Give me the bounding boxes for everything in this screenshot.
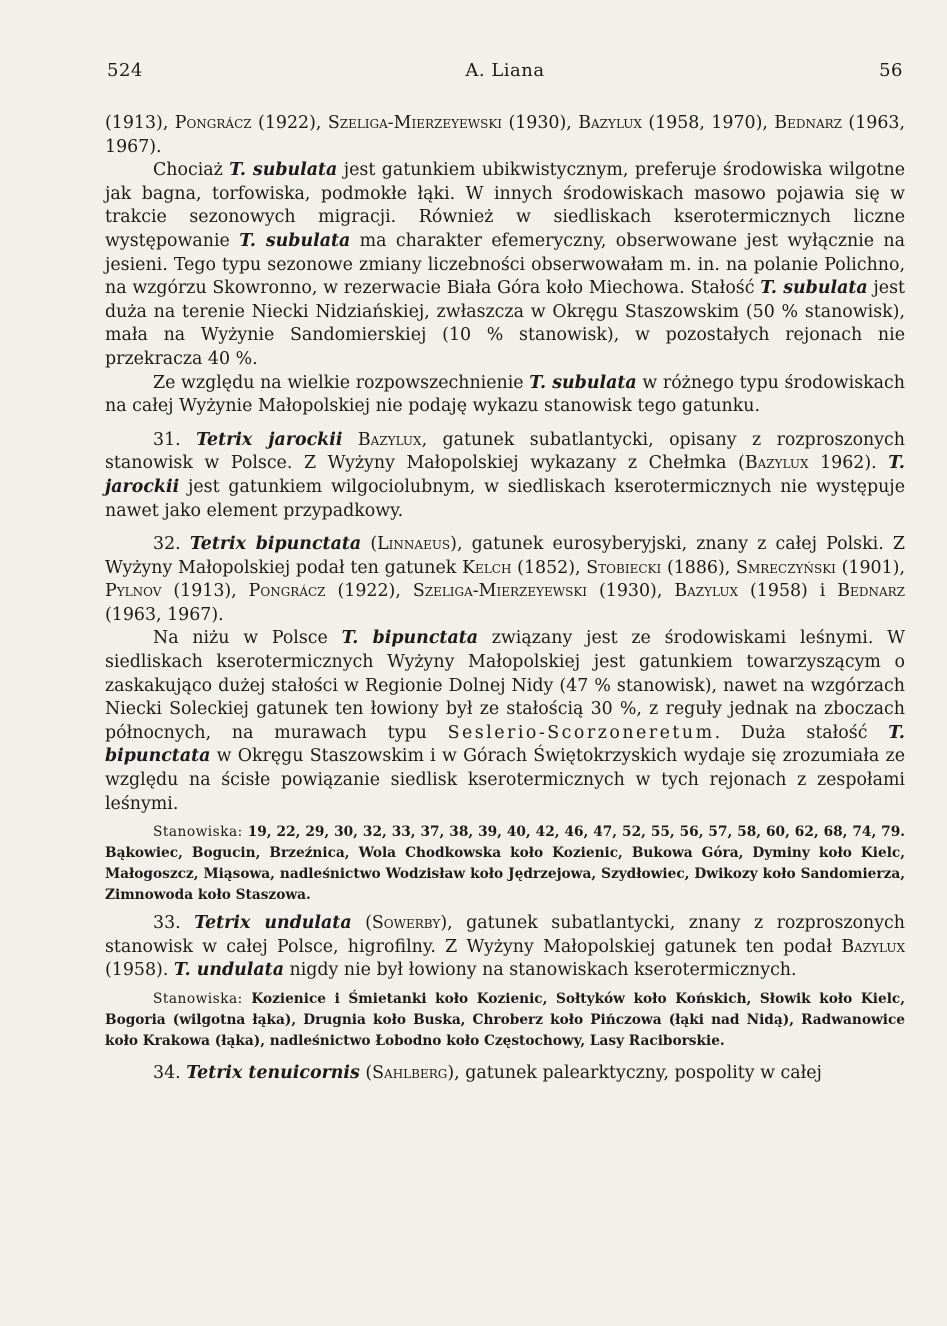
- paragraph-bipunctata-habitat: Na niżu w Polsce T. bipunctata związany jest ze środowiskami leśnymi. W siedliskach kserotermicznych Wyżyny Małopolskiej jest gatunkiem towarzyszącym o zaskakująco dużej stałości w Regionie Dolnej Nidy (47 % stanowisk), nawet na wzgórzach Niecki Soleckiej gatunek ten łowiony był ze stałością 30 %, z reguły jednak na zboczach północnych, na murawach typu Seslerio-Scorzoneretum. Duża stałość T. bipunctata w Okręgu Staszowskim i w Górach Świętokrzyskich wydaje się zrozumiała ze względu na ścisłe powiązanie siedlisk kserotermicznych w tych rejonach z zespołami leśnymi.: [105, 628, 905, 814]
- species-entry-34: 34. Tetrix tenuicornis (Sahlberg), gatunek palearktyczny, pospolity w całej: [153, 1063, 822, 1083]
- page-number: 524: [107, 60, 143, 81]
- species-entry-33: 33. Tetrix undulata (Sowerby), gatunek subatlantycki, znany z rozproszonych stanowisk w całej Polsce, higrofilny. Z Wyżyny Małopolskiej gatunek ten podał Bazylux (1958). T. undulata nigdy nie był łowiony na stanowiskach kserotermicznych.: [105, 913, 905, 981]
- running-header: [105, 60, 905, 88]
- localities-bipunctata: Stanowiska: 19, 22, 29, 30, 32, 33, 37, 38, 39, 40, 42, 46, 47, 52, 55, 56, 57, 58, 60, 62, 68, 74, 79. Bąkowiec, Bogucin, Brzeźnica, Wola Chodkowska koło Kozienic, Bukowa Góra, Dyminy koło Kielc, Małogoszcz, Miąsowa, nadleśnictwo Wodzisław koło Jędrzejowa, Szydłowiec, Dwikozy koło Sandomierza, Zimnowoda koło Staszowa.: [105, 824, 905, 904]
- body-text: [105, 112, 905, 1086]
- localities-undulata: Stanowiska: Kozienice i Śmietanki koło Kozienic, Sołtyków koło Końskich, Słowik koło Kielc, Bogoria (wilgotna łąka), Drugnia koło Buska, Chroberz koło Pińczowa (łąki nad Nidą), Radwanowice koło Krakowa (łąka), nadleśnictwo Łobodno koło Częstochowy, Lasy Raciborskie.: [105, 991, 905, 1049]
- page: [105, 60, 905, 1086]
- volume-number: 56: [879, 60, 903, 81]
- paragraph-subulata-habitat: Chociaż T. subulata jest gatunkiem ubikwistycznym, preferuje środowiska wilgotne jak bagna, torfowiska, podmokłe łąki. W innych środowiskach masowo pojawia się w trakcie sezonowych migracji. Również w siedliskach kserotermicznych liczne występowanie T. subulata ma charakter efemeryczny, obserwowane jest wyłącznie na jesieni. Tego typu sezonowe zmiany liczebności obserwowałam m. in. na polanie Polichno, na wzgórzu Skowronno, w rezerwacie Biała Góra koło Miechowa. Stałość T. subulata jest duża na terenie Niecki Nidziańskiej, zwłaszcza w Okręgu Staszowskim (50 % stanowisk), mała na Wyżynie Sandomierskiej (10 % stanowisk), w pozostałych rejonach nie przekracza 40 %.: [105, 160, 905, 369]
- paragraph-citations-continued: (1913), Pongrácz (1922), Szeliga-Mierzeyewski (1930), Bazylux (1958, 1970), Bednarz (1963, 1967).: [105, 113, 905, 157]
- species-entry-32: 32. Tetrix bipunctata (Linnaeus), gatunek eurosyberyjski, znany z całej Polski. Z Wyżyny Małopolskiej podał ten gatunek Kelch (1852), Stobiecki (1886), Smreczyński (1901), Pylnov (1913), Pongrácz (1922), Szeliga-Mierzeyewski (1930), Bazylux (1958) i Bednarz (1963, 1967).: [105, 534, 905, 625]
- running-title: A. Liana: [465, 60, 545, 81]
- species-entry-31: 31. Tetrix jarockii Bazylux, gatunek subatlantycki, opisany z rozproszonych stanowisk w Polsce. Z Wyżyny Małopolskiej wykazany z Chełmka (Bazylux 1962). T. jarockii jest gatunkiem wilgociolubnym, w siedliskach kserotermicznych nie występuje nawet jako element przypadkowy.: [105, 429, 905, 521]
- paragraph-subulata-distribution: Ze względu na wielkie rozpowszechnienie T. subulata w różnego typu środowiskach na całej Wyżynie Małopolskiej nie podaję wykazu stanowisk tego gatunku.: [105, 372, 905, 417]
